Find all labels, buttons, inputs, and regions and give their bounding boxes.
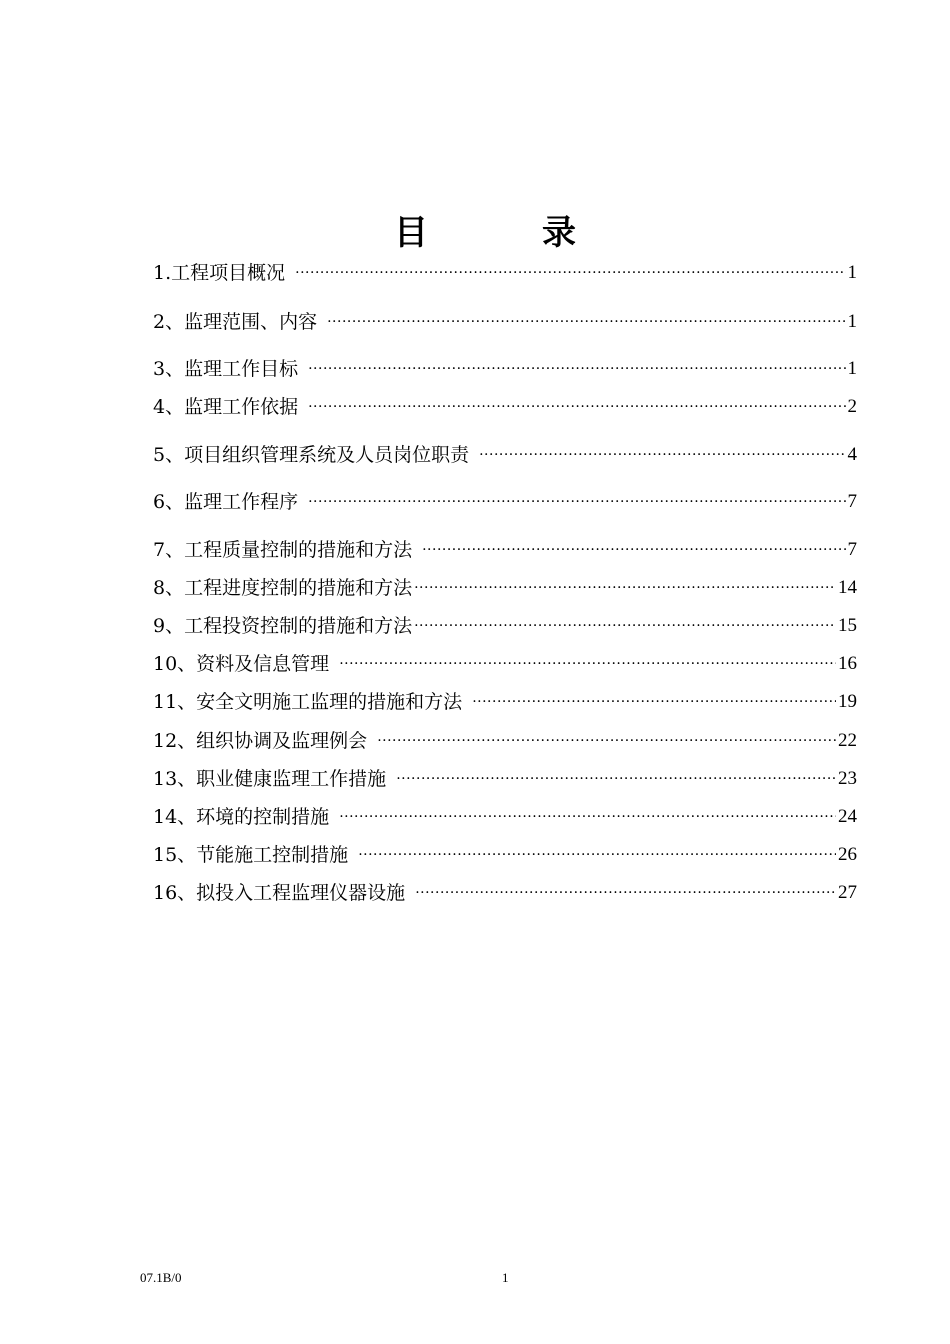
toc-title: 目 录 [394, 213, 616, 253]
toc-entry [153, 838, 857, 868]
toc-entry-page: 22 [838, 730, 857, 751]
toc-entry-label: 11、安全文明施工监理的措施和方法 [153, 691, 463, 713]
toc-entry-label: 7、工程质量控制的措施和方法 [153, 539, 413, 561]
toc-entry [153, 876, 857, 906]
toc-entry-page: 24 [838, 806, 857, 827]
toc-entry-label: 14、环境的控制措施 [153, 806, 330, 828]
toc-entry-leader [396, 766, 836, 792]
toc-entry-leader [479, 442, 845, 468]
toc-entry [153, 533, 857, 563]
toc-entry-leader [327, 309, 845, 335]
toc-entry-page: 1 [847, 358, 857, 379]
toc-entry-page: 14 [838, 577, 857, 598]
toc-entry-label: 3、监理工作目标 [153, 358, 299, 380]
toc-entry-leader [377, 728, 836, 754]
toc-entry-label: 12、组织协调及监理例会 [153, 730, 368, 752]
toc-entry [153, 647, 857, 677]
toc-entry-page: 27 [838, 882, 857, 903]
toc-entry-page: 7 [847, 539, 857, 560]
toc-entry-label: 1.工程项目概况 [153, 262, 286, 284]
toc-entry [153, 256, 857, 286]
toc-entry [153, 571, 857, 601]
toc-entry-label: 4、监理工作依据 [153, 396, 299, 418]
toc-entry-label: 6、监理工作程序 [153, 491, 299, 513]
toc-entry-leader [339, 651, 836, 677]
footer-doc-code: 07.1B/0 [140, 1270, 182, 1285]
toc-entry-page: 26 [838, 844, 857, 865]
toc-entry-label: 2、监理范围、内容 [153, 311, 318, 333]
toc-entry-page: 23 [838, 768, 857, 789]
toc-entry-label: 13、职业健康监理工作措施 [153, 768, 387, 790]
toc-entry-label: 5、项目组织管理系统及人员岗位职责 [153, 444, 470, 466]
toc-entry [153, 609, 857, 639]
toc-entry-label: 16、拟投入工程监理仪器设施 [153, 882, 406, 904]
toc-entry [153, 352, 857, 382]
toc-entry-page: 2 [847, 396, 857, 417]
footer-page-number: 1 [502, 1270, 509, 1285]
toc-list [153, 0, 857, 1344]
toc-entry-page: 7 [847, 491, 857, 512]
toc-entry-leader [415, 880, 836, 906]
toc-entry-label: 8、工程进度控制的措施和方法 [153, 577, 413, 599]
toc-entry [153, 685, 857, 715]
toc-entry [153, 762, 857, 792]
toc-entry-page: 1 [847, 262, 857, 283]
toc-entry [153, 305, 857, 335]
toc-entry-leader [414, 575, 836, 601]
toc-entry-leader [422, 537, 845, 563]
toc-entry-leader [308, 356, 845, 382]
toc-entry-leader [358, 842, 836, 868]
toc-entry-leader [339, 804, 836, 830]
toc-entry-leader [295, 260, 845, 286]
toc-entry-label: 9、工程投资控制的措施和方法 [153, 615, 413, 637]
toc-entry-page: 1 [847, 311, 857, 332]
toc-entry [153, 438, 857, 468]
toc-entry-leader [472, 689, 836, 715]
toc-entry-label: 15、节能施工控制措施 [153, 844, 349, 866]
toc-entry-label: 10、资料及信息管理 [153, 653, 330, 675]
toc-entry [153, 800, 857, 830]
toc-entry-leader [308, 489, 845, 515]
toc-entry-page: 4 [847, 444, 857, 465]
toc-entry-leader [414, 613, 836, 639]
toc-entry-page: 15 [838, 615, 857, 636]
toc-entry [153, 724, 857, 754]
toc-entry [153, 390, 857, 420]
toc-entry-page: 19 [838, 691, 857, 712]
toc-entry-page: 16 [838, 653, 857, 674]
toc-entry-leader [308, 394, 845, 420]
toc-entry [153, 485, 857, 515]
